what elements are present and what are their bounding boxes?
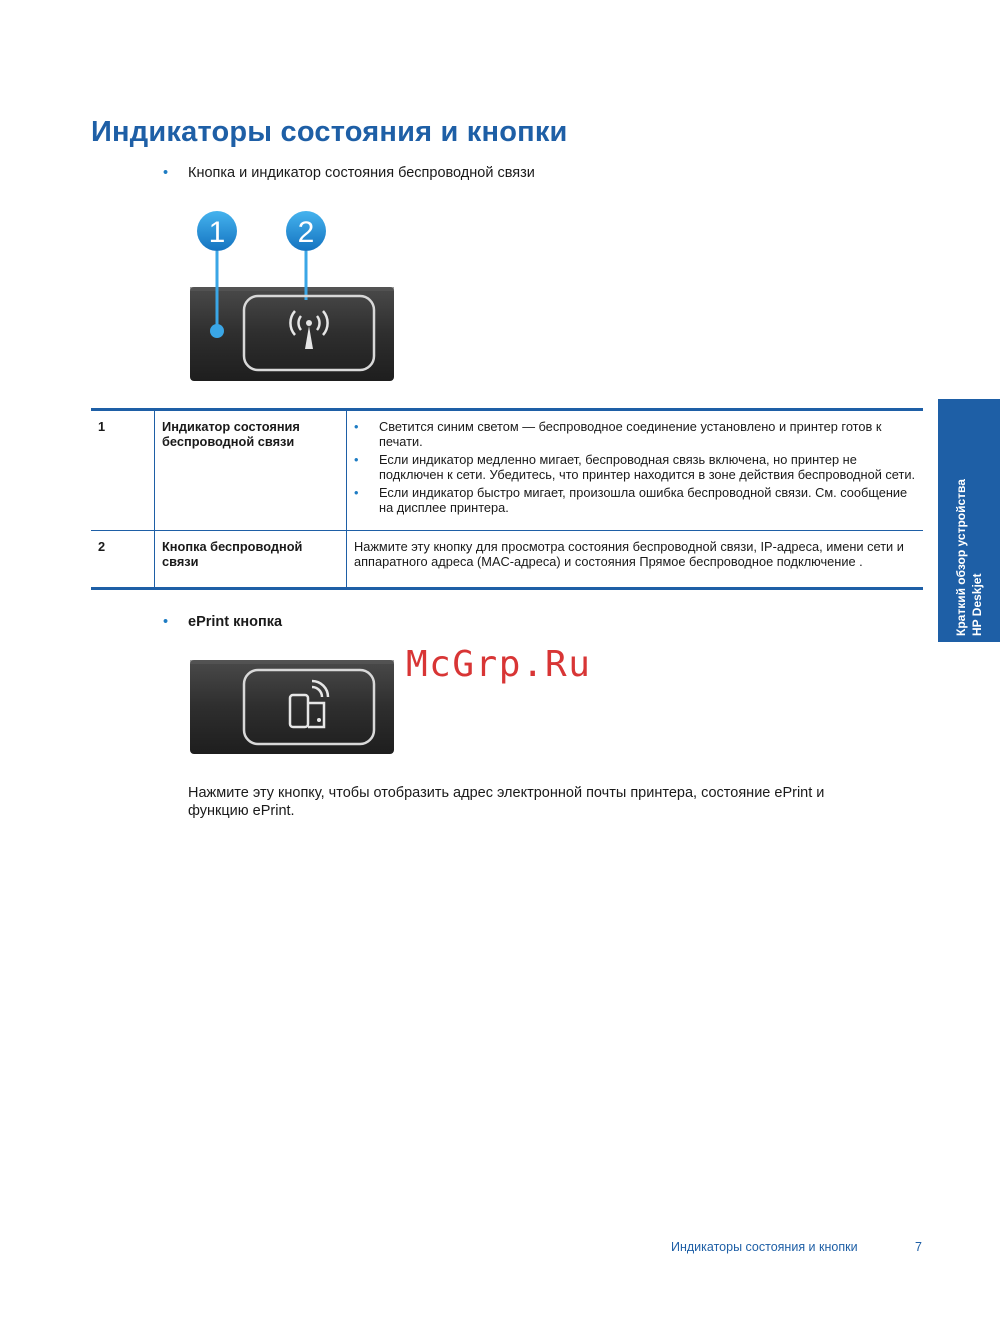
side-tab-line-2: HP Deskjet xyxy=(970,573,984,636)
bullet-icon: • xyxy=(163,165,169,181)
list-item: • Если индикатор быстро мигает, произошла ошибка беспроводной связи. См. сообщение на дисплее принтера. xyxy=(354,485,908,515)
row-description xyxy=(347,410,924,531)
bullet-icon: • xyxy=(163,614,169,630)
callout-1-label: 1 xyxy=(208,216,226,249)
eprint-section-heading xyxy=(163,614,282,630)
page-title: Индикаторы состояния и кнопки xyxy=(91,116,568,148)
controls-table xyxy=(91,408,923,590)
bullet-icon: • xyxy=(354,419,359,434)
wireless-panel-figure xyxy=(186,208,398,384)
row-name: Индикатор состояния беспроводной связи xyxy=(155,410,347,531)
row-name: Кнопка беспроводной связи xyxy=(155,531,347,589)
eprint-description: Нажмите эту кнопку, чтобы отобразить адрес электронной почты принтера, состояние ePrint и функцию ePrint. xyxy=(188,785,825,819)
list-item: • Если индикатор медленно мигает, беспроводная связь включена, но принтер не подключен к сети. Убедитесь, что принтер находится в зоне действия беспроводной сети. xyxy=(354,452,916,482)
side-tab-line-1: Краткий обзор устройства xyxy=(954,479,968,636)
wireless-status-led xyxy=(210,324,224,338)
callout-2-label: 2 xyxy=(297,216,315,249)
wireless-section-heading xyxy=(163,165,535,181)
table-row xyxy=(91,531,923,589)
row-number: 2 xyxy=(98,539,106,554)
eprint-heading-text: ePrint кнопка xyxy=(188,614,283,630)
panel-body xyxy=(190,660,394,754)
footer-section-title: Индикаторы состояния и кнопки xyxy=(671,1240,858,1254)
bullet-icon: • xyxy=(354,452,359,467)
bullet-icon: • xyxy=(354,485,359,500)
status-list xyxy=(354,419,916,515)
list-item: • Светится синим светом — беспроводное соединение установлено и принтер готов к печати. xyxy=(354,419,882,449)
table-row xyxy=(91,410,923,531)
row-description: Нажмите эту кнопку для просмотра состояния беспроводной связи, IP-адреса, имени сети и аппаратного адреса (MAC-адреса) и состояния Прямое беспроводное подключение . xyxy=(354,539,904,569)
eprint-panel-figure xyxy=(186,657,398,757)
page-number: 7 xyxy=(915,1240,922,1254)
wireless-heading-text: Кнопка и индикатор состояния беспроводной связи xyxy=(188,165,535,181)
watermark-text: McGrp.Ru xyxy=(406,644,592,685)
row-number: 1 xyxy=(91,410,155,531)
chapter-side-tab xyxy=(938,399,1000,642)
